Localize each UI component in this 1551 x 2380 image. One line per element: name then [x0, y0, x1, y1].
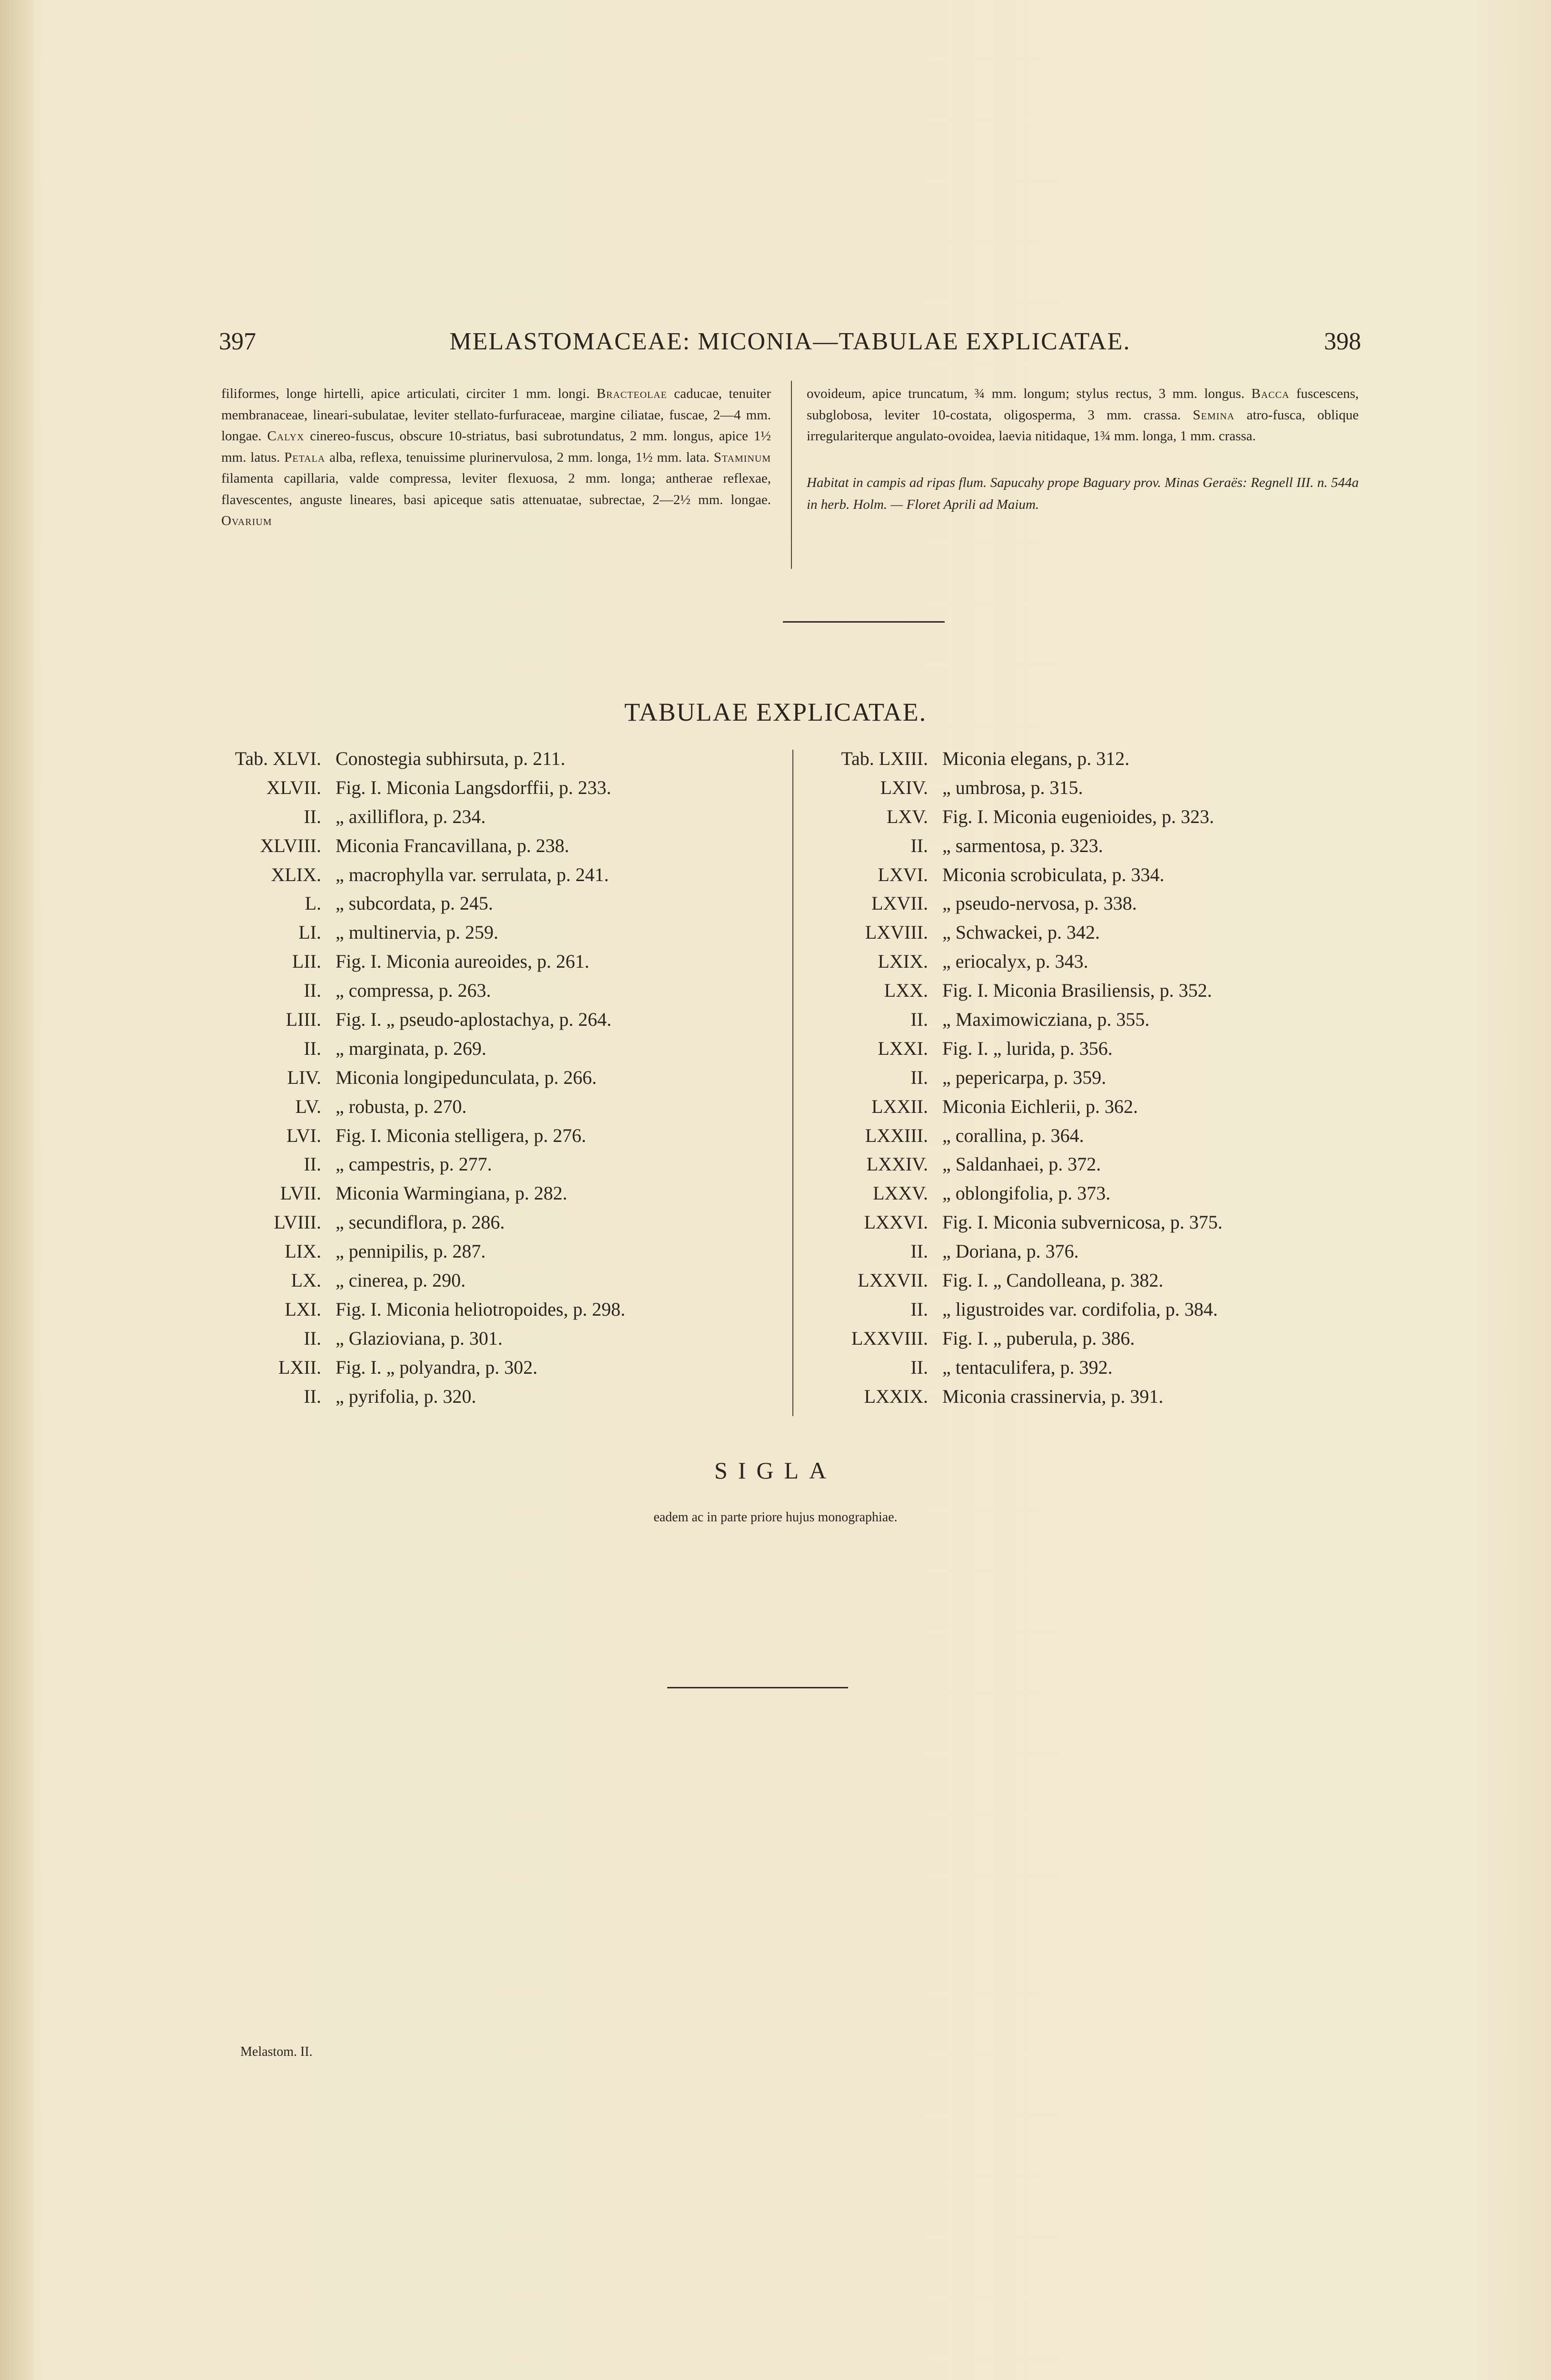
plate-number: LXXVII.	[858, 1269, 928, 1291]
plate-number: Tab. LXIII.	[841, 748, 928, 769]
plate-number: II.	[304, 1327, 321, 1349]
signature-mark: Melastom. II.	[240, 2044, 313, 2059]
plate-number: LVI.	[286, 1124, 321, 1146]
page-number-left: 397	[219, 328, 256, 355]
plate-caption: „ axilliflora, p. 234.	[336, 805, 486, 827]
plate-caption: Fig. I. Miconia eugenioides, p. 323.	[942, 805, 1215, 827]
running-title: MELASTOMACEAE: MICONIA—TABULAE EXPLICATAE.	[449, 328, 1131, 355]
plate-caption: „ Saldanhaei, p. 372.	[942, 1153, 1101, 1175]
plate-number: II.	[304, 1385, 321, 1407]
plate-number: II.	[304, 1037, 321, 1059]
plate-caption: Conostegia subhirsuta, p. 211.	[336, 748, 565, 769]
plate-number: II.	[910, 1240, 928, 1262]
plate-number: LXXVI.	[864, 1211, 928, 1233]
plate-caption: „ campestris, p. 277.	[336, 1153, 492, 1175]
plate-caption: „ pyrifolia, p. 320.	[336, 1385, 476, 1407]
plate-number: Tab. XLVI.	[235, 748, 321, 769]
plate-number: LXIV.	[880, 776, 928, 798]
description-text: alba, reflexa, tenuissime plurinervulosa, 2 mm. longa, 1½ mm. lata.	[325, 449, 714, 465]
plate-caption: „ secundiflora, p. 286.	[336, 1211, 505, 1233]
plate-number: LII.	[292, 951, 321, 972]
plate-caption: Miconia scrobiculata, p. 334.	[942, 863, 1165, 885]
plate-number: XLVII.	[266, 776, 321, 798]
plate-caption: Miconia crassinervia, p. 391.	[942, 1385, 1164, 1407]
plate-number: LXXIX.	[864, 1385, 928, 1407]
plate-number: L.	[305, 892, 321, 914]
plate-caption: „ tentaculifera, p. 392.	[942, 1356, 1113, 1378]
plate-number: II.	[910, 1066, 928, 1088]
plate-number: LXVIII.	[865, 922, 928, 943]
plate-number: LXXI.	[878, 1037, 928, 1059]
plate-number: LXXII.	[871, 1095, 928, 1117]
plate-caption: „ macrophylla var. serrulata, p. 241.	[336, 863, 609, 885]
tabulae-title: TABULAE EXPLICATAE.	[624, 698, 927, 726]
plate-number: LXI.	[285, 1298, 321, 1320]
plate-number: LXVI.	[878, 863, 928, 885]
plate-caption: „ Glazioviana, p. 301.	[336, 1327, 503, 1349]
plate-caption: „ cinerea, p. 290.	[336, 1269, 466, 1291]
plate-number: LXV.	[886, 805, 928, 827]
plate-caption: Fig. I. Miconia Langsdorffii, p. 233.	[336, 776, 612, 798]
plate-number: LXXIII.	[865, 1124, 928, 1146]
plate-number: XLVIII.	[260, 834, 321, 856]
plate-caption: Fig. I. Miconia heliotropoides, p. 298.	[336, 1298, 625, 1320]
plate-number: II.	[910, 1298, 928, 1320]
organ-term: Semina	[1193, 407, 1235, 423]
page-edge	[0, 0, 33, 2380]
plate-caption: Fig. I. „ Candolleana, p. 382.	[942, 1269, 1164, 1291]
plate-caption: „ pennipilis, p. 287.	[336, 1240, 486, 1262]
organ-term: Staminum	[713, 449, 771, 465]
column-divider-top	[791, 381, 792, 569]
organ-term: Bacca	[1251, 386, 1290, 401]
plate-number: LVII.	[280, 1182, 321, 1204]
plate-number: LXII.	[278, 1356, 321, 1378]
plate-number: LVIII.	[274, 1211, 321, 1233]
plate-caption: „ ligustroides var. cordifolia, p. 384.	[942, 1298, 1218, 1320]
plate-caption: Fig. I. Miconia Brasiliensis, p. 352.	[942, 980, 1212, 1002]
organ-term: Ovarium	[221, 513, 272, 528]
description-right-column	[807, 383, 1359, 516]
plate-caption: „ umbrosa, p. 315.	[942, 776, 1083, 798]
plate-caption: Fig. I. „ pseudo-aplostachya, p. 264.	[336, 1009, 612, 1031]
organ-term: Petala	[284, 449, 326, 465]
plate-number: LXXVIII.	[851, 1327, 928, 1349]
plate-number: XLIX.	[271, 863, 321, 885]
plate-caption: „ oblongifolia, p. 373.	[942, 1182, 1111, 1204]
plate-number: II.	[910, 834, 928, 856]
plate-caption: „ corallina, p. 364.	[942, 1124, 1084, 1146]
page-number-right: 398	[1324, 328, 1361, 355]
plate-number: LXX.	[884, 980, 928, 1002]
plate-caption: Miconia Eichlerii, p. 362.	[942, 1095, 1138, 1117]
plate-caption: „ multinervia, p. 259.	[336, 922, 499, 943]
plate-number: LIV.	[287, 1066, 321, 1088]
plate-caption: „ subcordata, p. 245.	[336, 892, 494, 914]
description-right-body	[807, 383, 1359, 447]
plate-number: II.	[304, 1153, 321, 1175]
description-text: ovoideum, apice truncatum, ¾ mm. longum; stylus rectus, 3 mm. longus.	[807, 386, 1252, 401]
plate-caption: „ pseudo-nervosa, p. 338.	[942, 892, 1137, 914]
description-text: filamenta capillaria, valde compressa, leviter flexuosa, 2 mm. longa; antherae reflexae, flavescentes, anguste lineares, basi apiceque satis attenuatae, subrectae, 2—2½ mm. longae.	[221, 471, 771, 507]
description-text: cinereo-fuscus, obscure 10-striatus, basi subrotundatus, 2 mm. longus, apice 1½ mm. latus.	[221, 428, 771, 465]
description-text: caducae, tenuiter membranaceae, lineari-subulatae, leviter stellato-furfuraceae, margine ciliatae, fuscae, 2—4 mm. longae.	[221, 386, 771, 444]
closing-rule	[667, 1687, 848, 1688]
plate-number: LXXIV.	[866, 1153, 928, 1175]
plate-number: LI.	[298, 922, 321, 943]
plate-caption: „ sarmentosa, p. 323.	[942, 834, 1103, 856]
plate-caption: Miconia Warmingiana, p. 282.	[336, 1182, 568, 1204]
plate-number: LXXV.	[873, 1182, 928, 1204]
plate-number: LX.	[291, 1269, 321, 1291]
plate-number: II.	[910, 1356, 928, 1378]
organ-term: Bracteolae	[596, 386, 667, 401]
plate-caption: Fig. I. „ polyandra, p. 302.	[336, 1356, 538, 1378]
plate-caption: Fig. I. Miconia stelligera, p. 276.	[336, 1124, 586, 1146]
sigla-subtitle: eadem ac in parte priore hujus monographiae.	[653, 1510, 898, 1525]
plate-caption: „ Schwackei, p. 342.	[942, 922, 1100, 943]
description-left-column	[221, 383, 771, 532]
plate-caption: „ eriocalyx, p. 343.	[942, 951, 1088, 972]
plate-caption: „ compressa, p. 263.	[336, 980, 491, 1002]
plate-number: II.	[910, 1009, 928, 1031]
plate-caption: Miconia Francavillana, p. 238.	[336, 834, 569, 856]
plate-caption: „ Maximowicziana, p. 355.	[942, 1009, 1150, 1031]
plate-caption: „ robusta, p. 270.	[336, 1095, 467, 1117]
plate-number: LIX.	[285, 1240, 321, 1262]
habitat-note: Habitat in campis ad ripas flum. Sapucahy prope Baguary prov. Minas Geraës: Regnell III. n. 544a in herb. Holm. — Floret Aprili ad Maium.	[807, 475, 1359, 512]
plate-number: II.	[304, 980, 321, 1002]
sigla-title: SIGLA	[714, 1457, 837, 1484]
plate-caption: Miconia longipedunculata, p. 266.	[336, 1066, 597, 1088]
plate-number: LV.	[295, 1095, 321, 1117]
running-header	[219, 327, 1361, 361]
plate-caption: „ marginata, p. 269.	[336, 1037, 486, 1059]
organ-term: Calyx	[267, 428, 305, 444]
plate-number: LIII.	[286, 1009, 321, 1031]
plate-caption: Fig. I. Miconia subvernicosa, p. 375.	[942, 1211, 1223, 1233]
plate-number: II.	[304, 805, 321, 827]
description-text: fuscescens, subglobosa, leviter 10-costata, oligosperma, 3 mm. crassa.	[807, 386, 1359, 423]
section-divider	[783, 621, 945, 623]
plate-caption: Fig. I. „ lurida, p. 356.	[942, 1037, 1113, 1059]
plate-caption: Miconia elegans, p. 312.	[942, 748, 1130, 769]
plate-caption: „ Doriana, p. 376.	[942, 1240, 1079, 1262]
column-divider-tabulae	[792, 750, 793, 1416]
description-text: filiformes, longe hirtelli, apice articulati, circiter 1 mm. longi.	[221, 386, 597, 401]
plate-caption: Fig. I. „ puberula, p. 386.	[942, 1327, 1135, 1349]
plate-number: LXVII.	[871, 892, 928, 914]
plate-caption: Fig. I. Miconia aureoides, p. 261.	[336, 951, 590, 972]
description-text: atro-fusca, oblique irregulariterque angulato-ovoidea, laevia nitidaque, 1¾ mm. longa, 1 mm. crassa.	[807, 407, 1359, 444]
plate-caption: „ pepericarpa, p. 359.	[942, 1066, 1106, 1088]
plate-number: LXIX.	[878, 951, 928, 972]
